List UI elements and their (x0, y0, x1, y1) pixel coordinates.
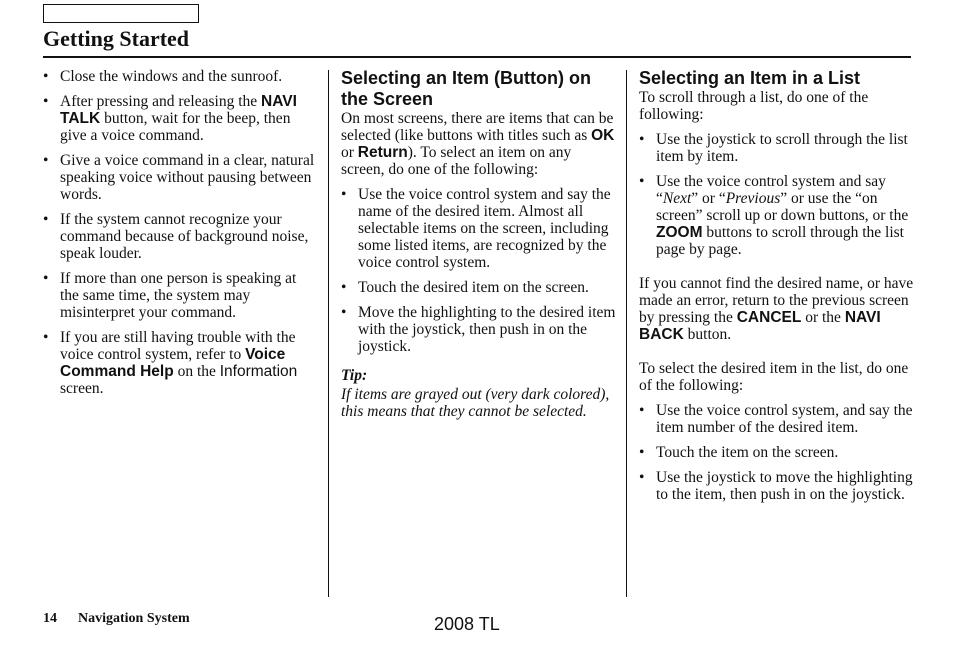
heading-select-list: Selecting an Item in a List (639, 68, 861, 88)
list-item: • Use the voice control system and say “Next” or “Previous” or use the “on screen” scroll up or down buttons, or the ZOOM buttons to scroll through the list page by page. (639, 173, 914, 258)
column-3 (639, 68, 914, 511)
section-title: Getting Started (43, 26, 190, 51)
select-intro: To select the desired item in the list, do one of the following: (639, 360, 909, 394)
footer-title: Navigation System (78, 611, 190, 626)
voice-command-help-term: Voice Command Help (60, 346, 286, 380)
column-divider-1 (328, 70, 329, 597)
column-divider-2 (626, 70, 627, 597)
intro-paragraph: On most screens, there are items that can be selected (like buttons with titles such as OK or Return). To select an item on any screen, do one of the following: (341, 110, 615, 178)
list-item: • If you are still having trouble with the voice control system, refer to Voice Command Help on the Information screen. (43, 329, 318, 397)
return-paragraph: If you cannot find the desired name, or have made an error, return to the previous screen by pressing the CANCEL or the NAVI BACK button. (639, 275, 914, 343)
list-item: • Use the voice control system and say the name of the desired item. Almost all selectable items on the screen, including some listed items, are recognized by the voice control system. (341, 186, 616, 271)
tips-list (43, 68, 318, 397)
scroll-intro: To scroll through a list, do one of the following: (639, 89, 869, 123)
list-item: • If the system cannot recognize your command because of background noise, speak louder. (43, 211, 318, 262)
list-item: • Use the voice control system, and say the item number of the desired item. (639, 402, 914, 436)
scroll-methods-list (639, 131, 914, 258)
list-item: • Touch the item on the screen. (639, 444, 914, 461)
information-term: Information (219, 363, 298, 380)
tip-label: Tip: (341, 367, 368, 384)
list-item: • Move the highlighting to the desired item with the joystick, then push in on the joystick. (341, 304, 616, 355)
footer-model: 2008 TL (434, 614, 500, 634)
column-1 (43, 68, 318, 405)
list-item: • If more than one person is speaking at the same time, the system may misinterpret your command. (43, 270, 318, 321)
heading-select-button: Selecting an Item (Button) on the Screen (341, 68, 591, 109)
header-tab-box (43, 4, 199, 23)
list-item: • Close the windows and the sunroof. (43, 68, 318, 85)
tip-text: If items are grayed out (very dark colored), this means that they cannot be selected. (341, 386, 610, 420)
list-item: • Use the joystick to scroll through the list item by item. (639, 131, 914, 165)
list-item: • After pressing and releasing the NAVI TALK button, wait for the beep, then give a voice command. (43, 93, 318, 144)
header-rule (43, 56, 911, 58)
list-item: • Touch the desired item on the screen. (341, 279, 616, 296)
select-methods-list (341, 186, 616, 355)
column-2 (341, 68, 616, 420)
list-item: • Give a voice command in a clear, natural speaking voice without pausing between words. (43, 152, 318, 203)
page-number: 14 (43, 611, 57, 626)
list-item: • Use the joystick to move the highlighting to the item, then push in on the joystick. (639, 469, 914, 503)
select-list-methods (639, 402, 914, 503)
navi-talk-term: NAVI TALK (60, 93, 297, 127)
